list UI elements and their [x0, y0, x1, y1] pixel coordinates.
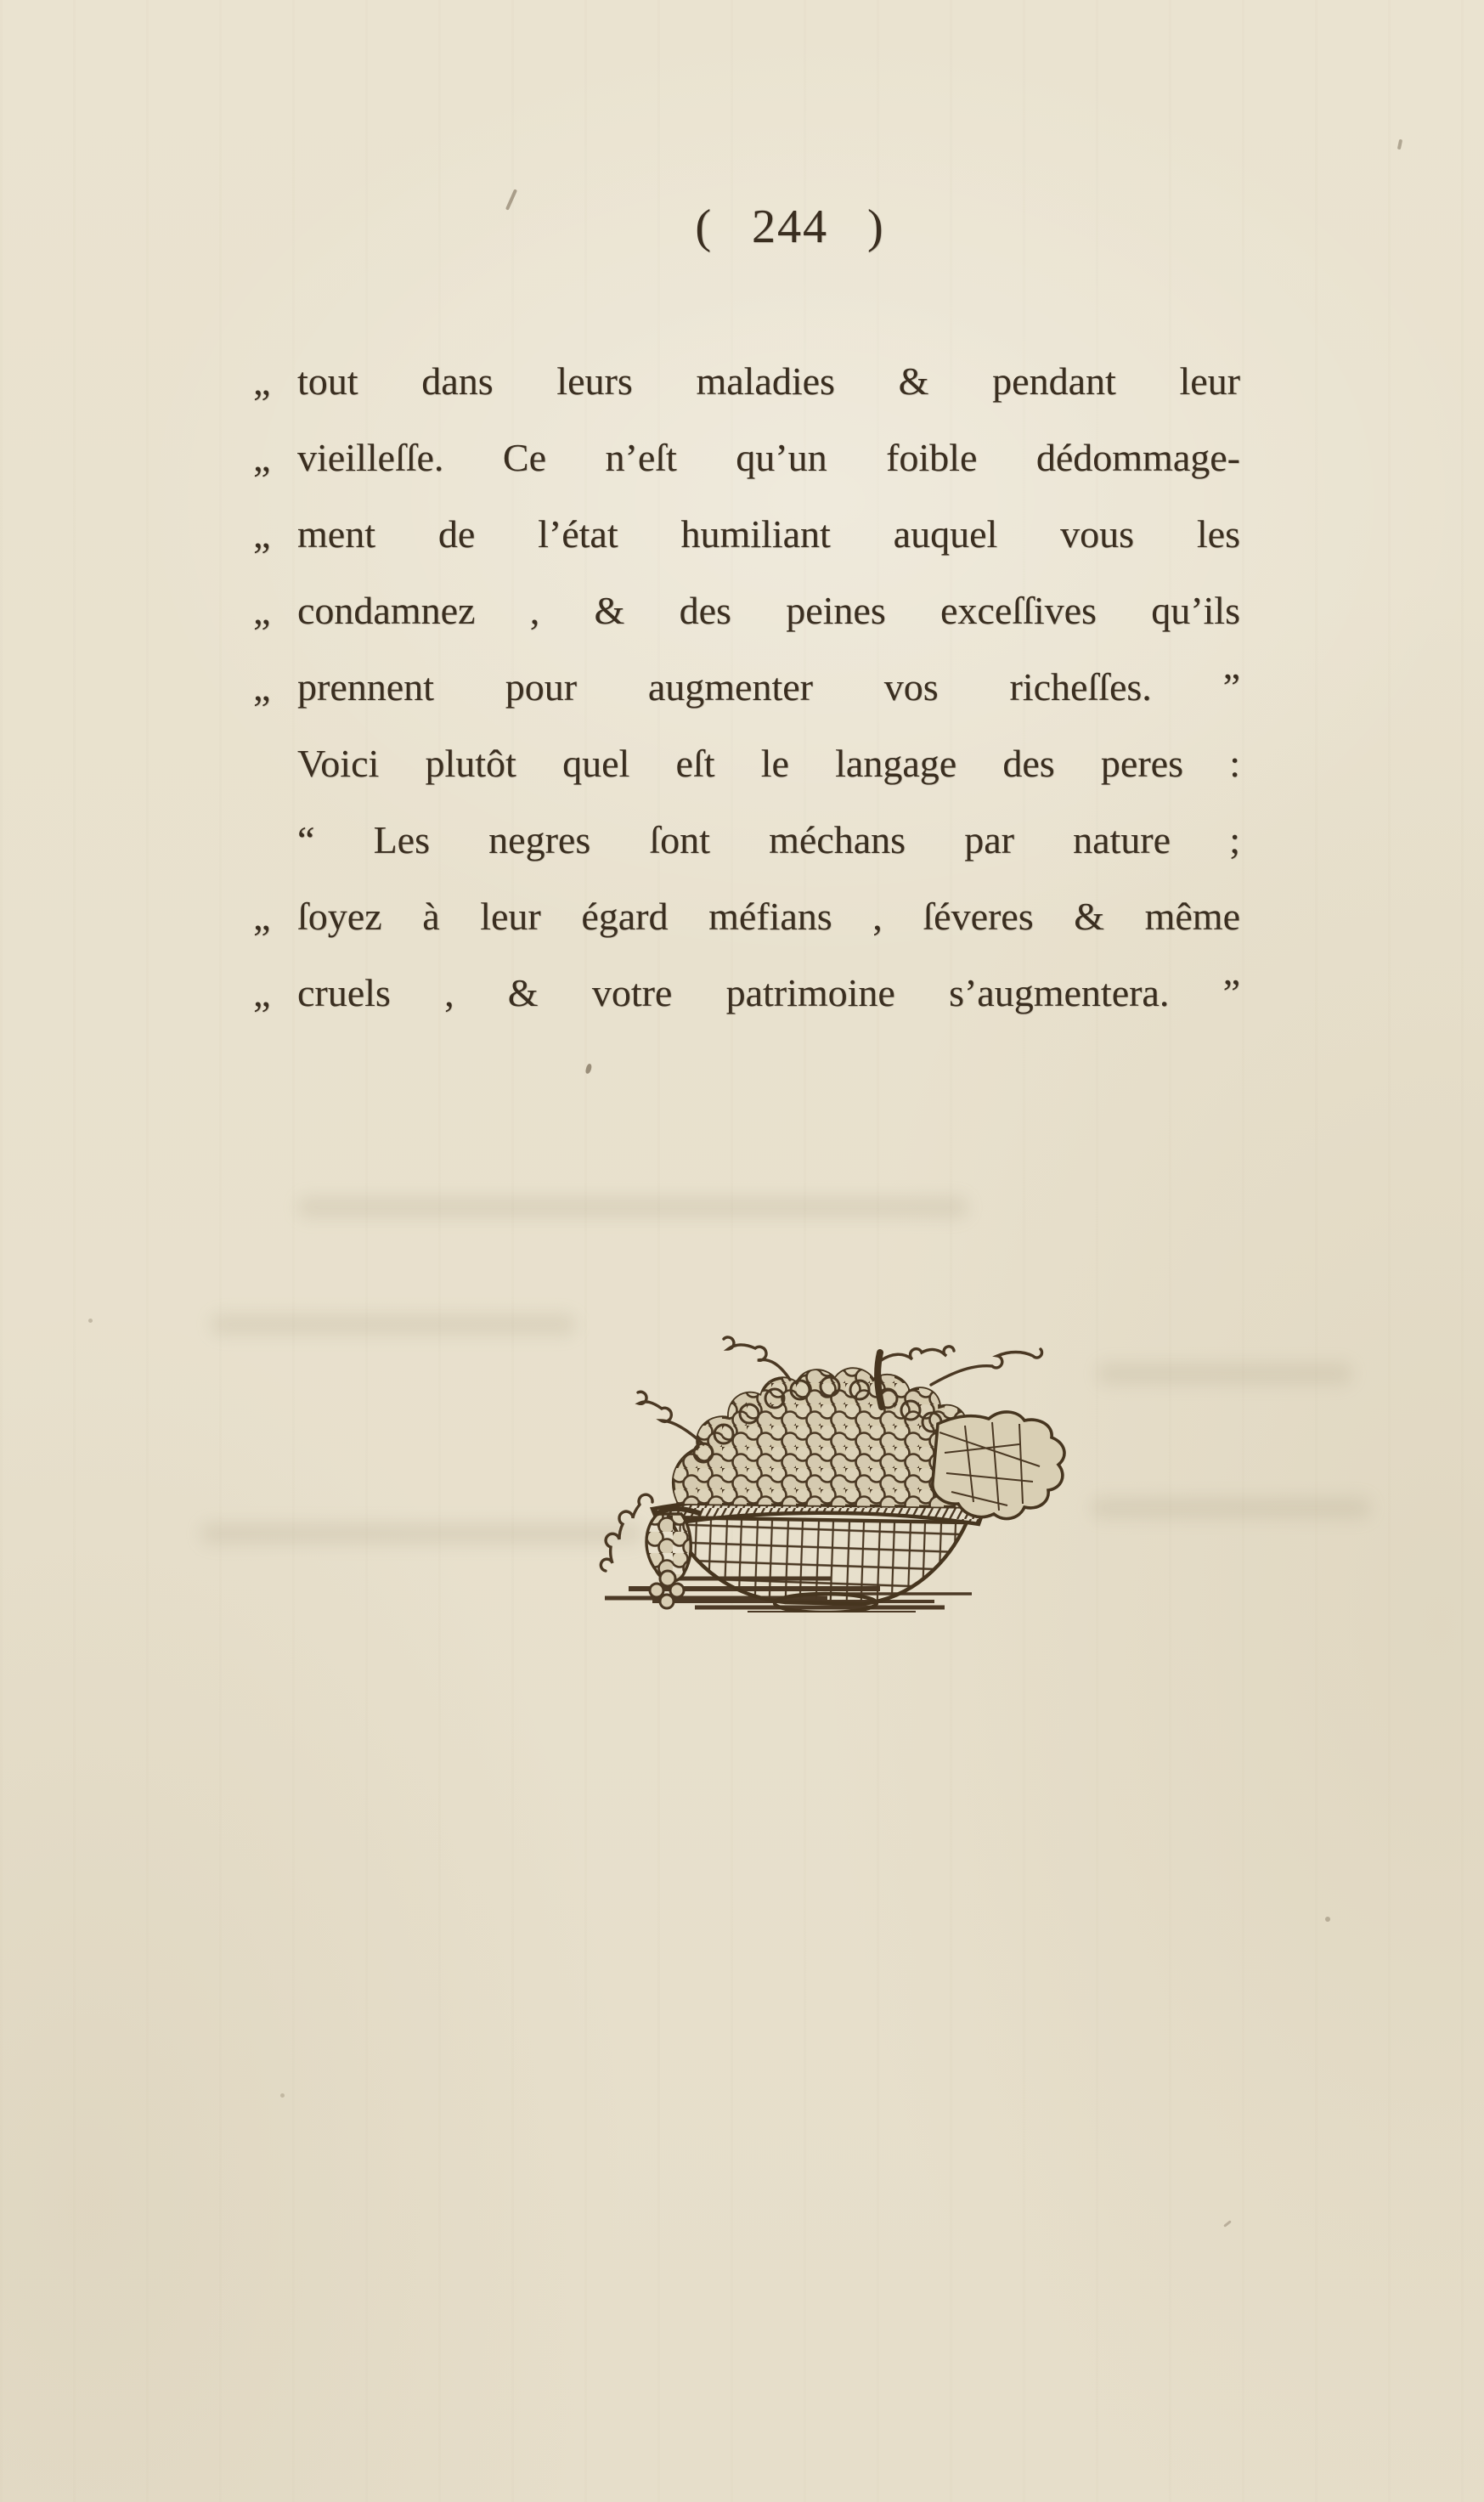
paper-speck [1325, 1917, 1330, 1922]
paper-speck [88, 1319, 93, 1323]
margin-quote-mark: „ [253, 436, 273, 479]
text-line [253, 955, 1242, 1031]
margin-quote-mark: „ [253, 971, 273, 1014]
text-line [253, 573, 1242, 649]
text-line [253, 420, 1242, 496]
text-line-content: ment de l’état humiliant auquel vous les [297, 512, 1240, 556]
margin-quote-mark: „ [253, 895, 273, 938]
text-line [253, 802, 1242, 878]
text-line-content: ſoyez à leur égard méfians , ſéveres & même [297, 895, 1240, 938]
text-line [253, 726, 1242, 802]
text-line-content: prennent pour augmenter vos richeſſes. ” [297, 665, 1240, 709]
paragraph-block [253, 343, 1242, 1031]
margin-quote-mark: „ [253, 665, 273, 709]
text-line [253, 496, 1242, 573]
grape-stalk [877, 1353, 882, 1407]
margin-quote-mark: „ [253, 359, 273, 403]
text-line [253, 649, 1242, 726]
paper-speck [280, 2093, 285, 2098]
margin-quote-mark: „ [253, 512, 273, 556]
grape-basket-ornament-icon [574, 1298, 1067, 1612]
paper-bleedthrough [211, 1313, 576, 1336]
page-number-header: ( 244 ) [695, 200, 885, 253]
paper-bleedthrough [297, 1196, 968, 1218]
pen-mark [1223, 2220, 1232, 2228]
paper-bleedthrough [1091, 1497, 1371, 1519]
margin-quote-mark: „ [253, 589, 273, 632]
text-line [253, 343, 1242, 420]
text-line [253, 878, 1242, 955]
text-line-content: condamnez , & des peines exceſſives qu’ils [297, 589, 1240, 632]
text-line-content: tout dans leurs maladies & pendant leur [297, 359, 1240, 403]
text-line-content: “ Les negres ſont méchans par nature ; [297, 818, 1240, 861]
paper-bleedthrough [1097, 1363, 1352, 1385]
text-line-content: vieilleſſe. Ce n’eſt qu’un foible dédommage- [297, 436, 1240, 479]
pen-mark [505, 189, 517, 210]
text-line-content: Voici plutôt quel eſt le langage des peres : [297, 742, 1240, 785]
text-line-content: cruels , & votre patrimoine s’augmentera. ” [297, 971, 1240, 1014]
ink-fleck [585, 1063, 593, 1074]
pen-mark [1397, 139, 1402, 150]
